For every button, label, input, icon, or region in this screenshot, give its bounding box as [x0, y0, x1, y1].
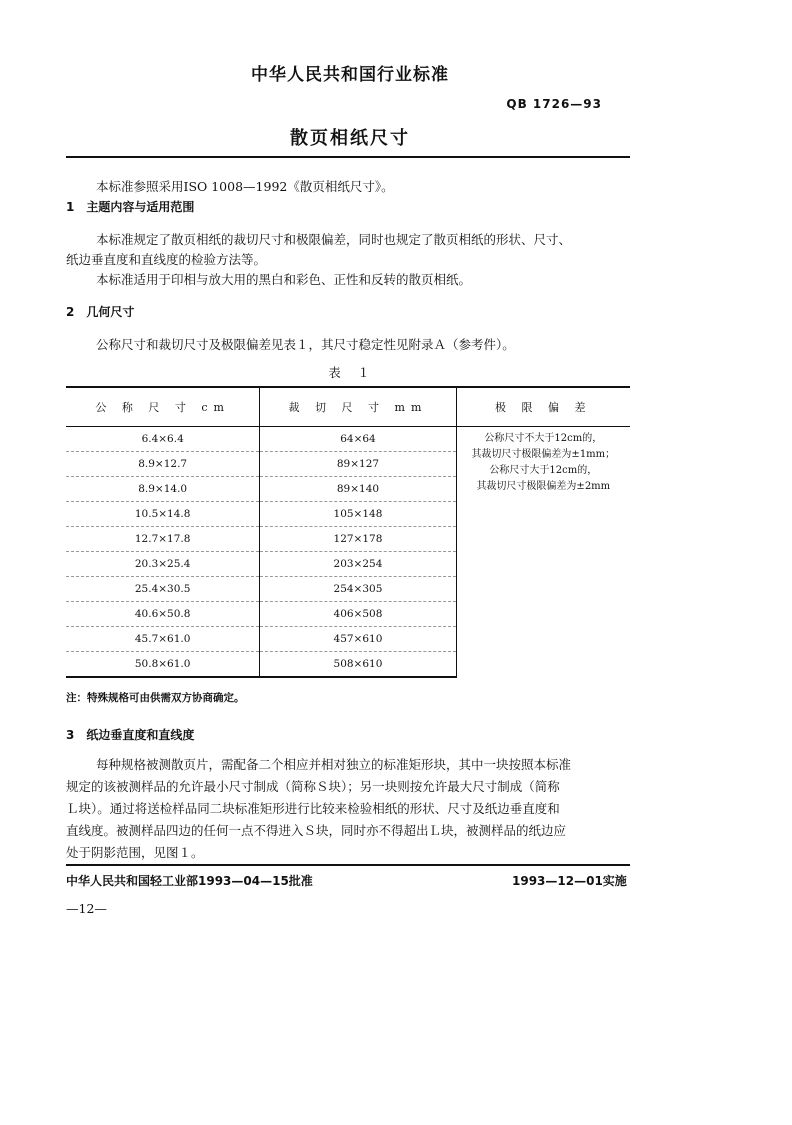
nominal-size-cell: 25.4×30.5: [66, 577, 260, 602]
cut-size-cell: 64×64: [260, 427, 456, 452]
section-1-para1-line1: 本标准规定了散页相纸的裁切尺寸和极限偏差，同时也规定了散页相纸的形状、尺寸、: [96, 232, 572, 247]
title-rule: [66, 156, 630, 158]
tolerance-line-1: 公称尺寸不大于12cm的，: [484, 433, 603, 444]
section-3-heading: 3 纸边垂直度和直线度: [66, 728, 195, 742]
org-title: 中华人民共和国行业标准: [251, 65, 449, 85]
section-3-line1: 每种规格被测散页片，需配备二个相应并相对独立的标准矩形块，其中一块按照本标准: [96, 757, 572, 772]
cut-size-cell: 89×140: [260, 477, 456, 502]
effective-date: 1993—12—01实施: [512, 874, 627, 888]
table-caption: 表 １: [328, 365, 372, 380]
section-1-heading: 1 主题内容与适用范围: [66, 200, 195, 214]
section-3-line3: Ｌ块）。通过将送检样品同二块标准矩形进行比较来检验相纸的形状、尺寸及纸边垂直度和: [66, 801, 560, 816]
section-1-para1-line2: 纸边垂直度和直线度的检验方法等。: [66, 252, 267, 267]
nominal-size-cell: 10.5×14.8: [66, 502, 260, 527]
approval-text: 中华人民共和国轻工业部1993—04—15批准: [66, 874, 313, 888]
header-nominal-size: 公 称 尺 寸 cm: [66, 387, 260, 427]
table-header-row: [66, 387, 630, 427]
header-tolerance: 极 限 偏 差: [456, 387, 630, 427]
table-row: [66, 427, 630, 452]
nominal-size-cell: 8.9×14.0: [66, 477, 260, 502]
nominal-size-cell: 50.8×61.0: [66, 652, 260, 678]
cut-size-cell: 457×610: [260, 627, 456, 652]
cut-size-cell: 254×305: [260, 577, 456, 602]
cut-size-cell: 105×148: [260, 502, 456, 527]
section-1-para2: 本标准适用于印相与放大用的黑白和彩色、正性和反转的散页相纸。: [96, 272, 472, 287]
section-2-para: 公称尺寸和裁切尺寸及极限偏差见表１，其尺寸稳定性见附录Ａ（参考件）。: [96, 337, 515, 352]
tolerance-line-4: 其裁切尺寸极限偏差为±2mm: [476, 481, 611, 492]
section-3-line4: 直线度。被测样品四边的任何一点不得进入Ｓ块，同时亦不得超出Ｌ块，被测样品的纸边应: [66, 823, 567, 838]
standard-code: QB 1726—93: [506, 97, 602, 111]
header-cut-size: 裁 切 尺 寸 mm: [260, 387, 456, 427]
footer-rule: [66, 864, 630, 866]
cut-size-cell: 127×178: [260, 527, 456, 552]
nominal-size-cell: 6.4×6.4: [66, 427, 260, 452]
section-3-line2: 规定的该被测样品的允许最小尺寸制成（简称Ｓ块）；另一块则按允许最大尺寸制成（简称: [66, 779, 560, 794]
section-3-line5: 处于阴影范围，见图１。: [66, 845, 204, 860]
section-2-heading: 2 几何尺寸: [66, 305, 135, 319]
nominal-size-cell: 40.6×50.8: [66, 602, 260, 627]
nominal-size-cell: 8.9×12.7: [66, 452, 260, 477]
cut-size-cell: 89×127: [260, 452, 456, 477]
cut-size-cell: 508×610: [260, 652, 456, 678]
tolerance-cell: [456, 427, 630, 678]
nominal-size-cell: 45.7×61.0: [66, 627, 260, 652]
nominal-size-cell: 20.3×25.4: [66, 552, 260, 577]
table-note: 注：特殊规格可由供需双方协商确定。: [66, 692, 245, 704]
tolerance-line-2: 其裁切尺寸极限偏差为±1mm；: [471, 449, 616, 460]
tolerance-line-3: 公称尺寸大于12cm的，: [489, 465, 598, 476]
nominal-size-cell: 12.7×17.8: [66, 527, 260, 552]
document-title: 散页相纸尺寸: [290, 128, 410, 149]
cut-size-cell: 406×508: [260, 602, 456, 627]
cut-size-cell: 203×254: [260, 552, 456, 577]
size-table: [66, 386, 630, 678]
page-number: —12—: [66, 901, 107, 916]
intro-paragraph: 本标准参照采用ISO 1008—1992《散页相纸尺寸》。: [96, 179, 394, 194]
